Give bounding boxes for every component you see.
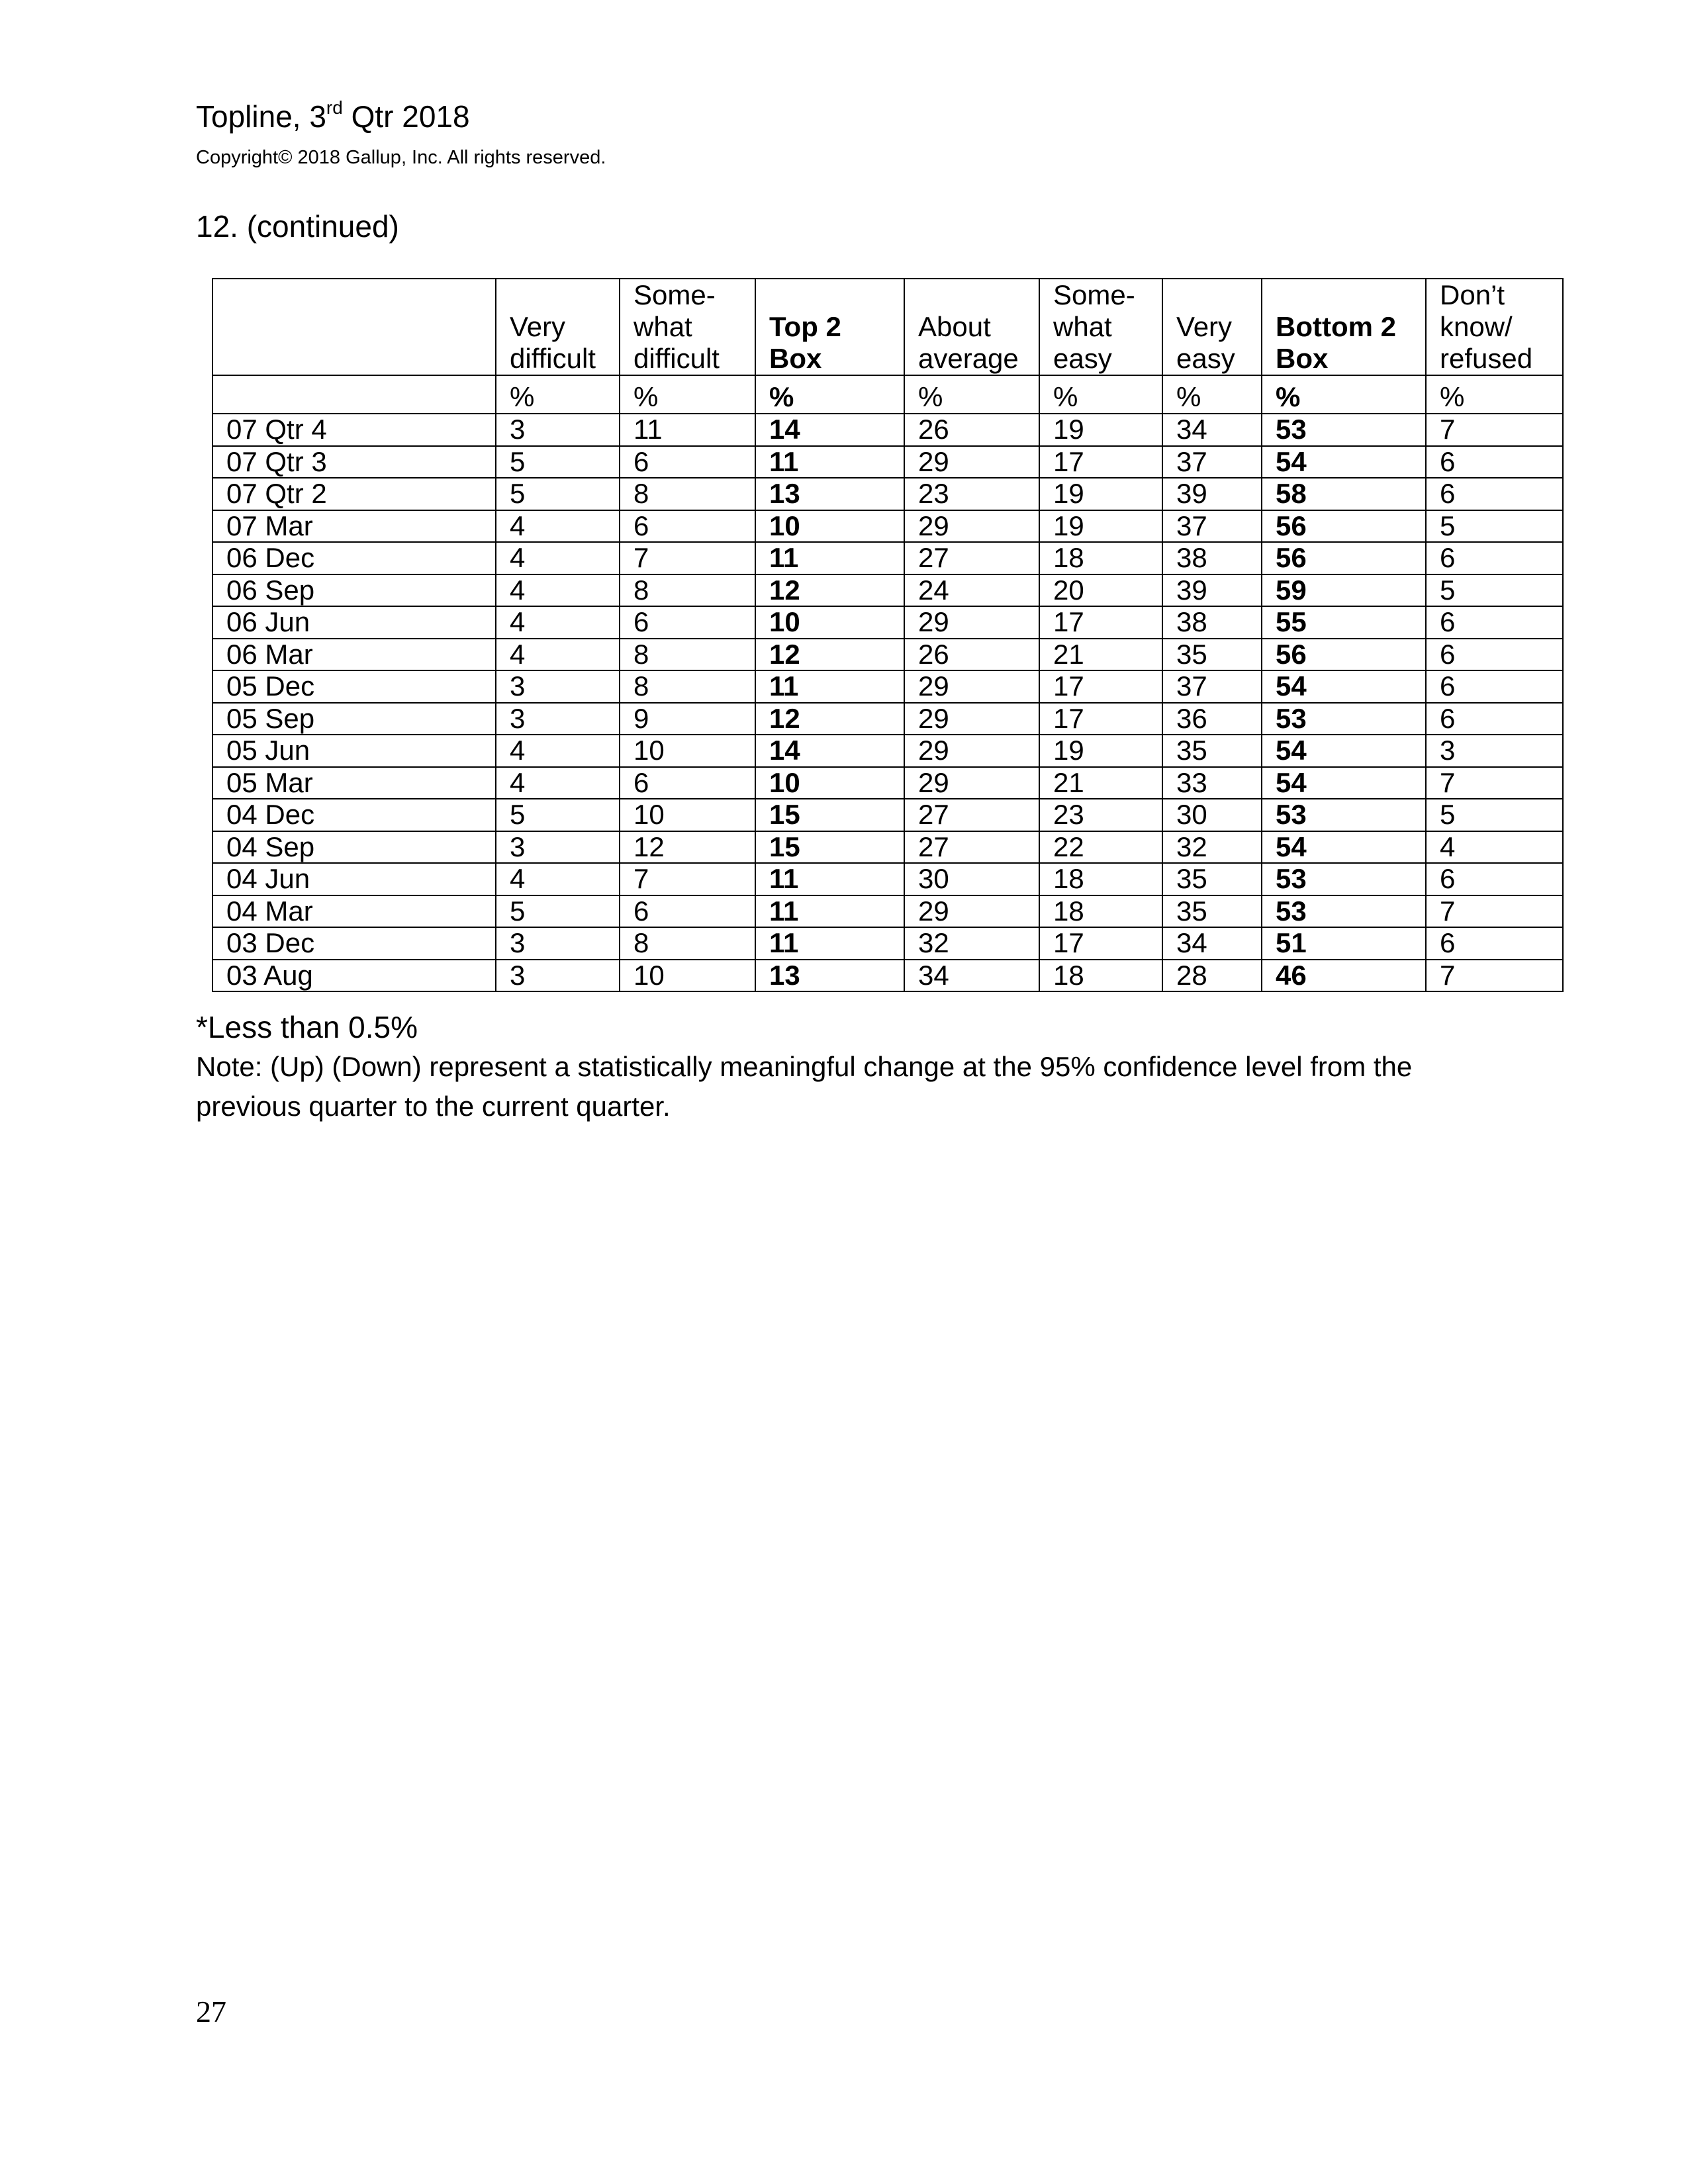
table-cell: 34	[1162, 414, 1262, 446]
table-cell: 17	[1039, 446, 1162, 478]
table-cell: 5	[496, 895, 620, 928]
table-cell: 8	[620, 927, 755, 960]
row-label: 06 Mar	[212, 639, 496, 671]
table-cell: 7	[620, 542, 755, 574]
table-cell: 11	[755, 927, 904, 960]
table-cell: 29	[904, 735, 1039, 767]
table-cell: 17	[1039, 670, 1162, 703]
row-label: 06 Dec	[212, 542, 496, 574]
table-units-row	[212, 375, 1563, 414]
table-row	[212, 703, 1563, 735]
table-header-row	[212, 279, 1563, 375]
row-label: 07 Qtr 2	[212, 478, 496, 510]
row-label: 04 Jun	[212, 863, 496, 895]
unit-cell: %	[1262, 375, 1426, 414]
table-cell: 4	[496, 542, 620, 574]
table-cell: 27	[904, 542, 1039, 574]
table-cell: 7	[620, 863, 755, 895]
table-cell: 6	[1426, 927, 1563, 960]
table-cell: 10	[620, 735, 755, 767]
table-cell: 17	[1039, 703, 1162, 735]
table-cell: 5	[1426, 799, 1563, 831]
table-row	[212, 960, 1563, 992]
table-cell: 4	[496, 767, 620, 799]
table-cell: 38	[1162, 606, 1262, 639]
table-row	[212, 799, 1563, 831]
unit-cell: %	[1039, 375, 1162, 414]
table-cell: 29	[904, 767, 1039, 799]
row-label: 04 Dec	[212, 799, 496, 831]
table-cell: 34	[904, 960, 1039, 992]
table-cell: 53	[1262, 863, 1426, 895]
table-cell: 6	[1426, 606, 1563, 639]
footnote: *Less than 0.5%	[196, 1010, 418, 1044]
table-row	[212, 478, 1563, 510]
table-cell: 35	[1162, 863, 1262, 895]
table-cell: 5	[496, 446, 620, 478]
table-cell: 7	[1426, 414, 1563, 446]
table-cell: 29	[904, 446, 1039, 478]
table-cell: 6	[1426, 863, 1563, 895]
table-cell: 4	[1426, 831, 1563, 864]
table-cell: 39	[1162, 574, 1262, 607]
table-row	[212, 735, 1563, 767]
table-cell: 55	[1262, 606, 1426, 639]
row-label: 05 Sep	[212, 703, 496, 735]
table-cell: 6	[1426, 478, 1563, 510]
table-row	[212, 414, 1563, 446]
title-tail: Qtr 2018	[342, 99, 470, 134]
table-cell: 54	[1262, 767, 1426, 799]
table-cell: 56	[1262, 639, 1426, 671]
table-cell: 18	[1039, 895, 1162, 928]
table-cell: 7	[1426, 895, 1563, 928]
table-cell: 5	[496, 478, 620, 510]
table-cell: 32	[1162, 831, 1262, 864]
table-cell: 6	[1426, 446, 1563, 478]
table-cell: 10	[755, 606, 904, 639]
table-cell: 13	[755, 478, 904, 510]
table-cell: 32	[904, 927, 1039, 960]
table-cell: 18	[1039, 960, 1162, 992]
table-cell: 18	[1039, 542, 1162, 574]
table-cell: 18	[1039, 863, 1162, 895]
table-cell: 30	[1162, 799, 1262, 831]
table-cell: 4	[496, 574, 620, 607]
table-cell: 4	[496, 639, 620, 671]
title-superscript: rd	[326, 97, 343, 118]
table-cell: 12	[755, 703, 904, 735]
table-body	[212, 279, 1563, 991]
table-row	[212, 670, 1563, 703]
table-cell: 6	[620, 510, 755, 543]
table-cell: 36	[1162, 703, 1262, 735]
column-header-label: Some- what easy	[1053, 279, 1135, 374]
table-cell: 6	[620, 767, 755, 799]
row-label: 05 Dec	[212, 670, 496, 703]
table-cell: 11	[755, 446, 904, 478]
table-cell: 20	[1039, 574, 1162, 607]
column-header-label: About average	[918, 311, 1019, 374]
row-label: 07 Qtr 3	[212, 446, 496, 478]
table-cell: 53	[1262, 895, 1426, 928]
table-row	[212, 606, 1563, 639]
table-cell: 15	[755, 799, 904, 831]
table-row	[212, 831, 1563, 864]
copyright-line: Copyright© 2018 Gallup, Inc. All rights reserved.	[196, 147, 606, 168]
table-cell: 27	[904, 831, 1039, 864]
table-cell: 10	[620, 799, 755, 831]
table-cell: 3	[496, 703, 620, 735]
table-cell: 12	[620, 831, 755, 864]
row-label: 05 Mar	[212, 767, 496, 799]
table-cell: 5	[1426, 510, 1563, 543]
table-cell: 23	[904, 478, 1039, 510]
unit-cell: %	[496, 375, 620, 414]
table-cell: 14	[755, 414, 904, 446]
table-cell: 29	[904, 606, 1039, 639]
table-row	[212, 510, 1563, 543]
table-cell: 53	[1262, 799, 1426, 831]
column-header-label: Top 2 Box	[769, 311, 841, 374]
unit-cell: %	[1162, 375, 1262, 414]
table-cell: 59	[1262, 574, 1426, 607]
column-header	[1262, 279, 1426, 375]
table-cell: 27	[904, 799, 1039, 831]
table-row	[212, 895, 1563, 928]
table-cell: 3	[496, 831, 620, 864]
table-cell: 17	[1039, 927, 1162, 960]
table-cell: 8	[620, 574, 755, 607]
row-label: 03 Dec	[212, 927, 496, 960]
unit-cell: %	[755, 375, 904, 414]
column-header-label: Don’t know/ refused	[1440, 279, 1533, 374]
table-cell: 11	[755, 542, 904, 574]
row-label: 06 Jun	[212, 606, 496, 639]
table-cell: 19	[1039, 414, 1162, 446]
table-cell: 3	[496, 670, 620, 703]
column-header-label: Very easy	[1176, 311, 1235, 374]
table-cell: 30	[904, 863, 1039, 895]
table-cell: 11	[755, 670, 904, 703]
table-cell: 53	[1262, 703, 1426, 735]
table-row	[212, 767, 1563, 799]
note-text: Note: (Up) (Down) represent a statistically meaningful change at the 95% confidence level from the previous quarter to the current quarter.	[196, 1051, 1413, 1122]
table-cell: 29	[904, 703, 1039, 735]
table-cell: 28	[1162, 960, 1262, 992]
table-cell: 4	[496, 735, 620, 767]
table-cell: 6	[620, 606, 755, 639]
table-cell: 24	[904, 574, 1039, 607]
column-header-label: Some- what difficult	[633, 279, 720, 374]
table-cell: 3	[496, 414, 620, 446]
table-cell: 6	[1426, 639, 1563, 671]
table-cell: 14	[755, 735, 904, 767]
table-cell: 54	[1262, 831, 1426, 864]
column-header	[496, 279, 620, 375]
table-cell: 46	[1262, 960, 1426, 992]
table-cell: 6	[620, 895, 755, 928]
table-cell: 12	[755, 574, 904, 607]
table-cell: 15	[755, 831, 904, 864]
row-label: 05 Jun	[212, 735, 496, 767]
table-row	[212, 446, 1563, 478]
table-cell: 3	[1426, 735, 1563, 767]
unit-cell: %	[904, 375, 1039, 414]
page-number: 27	[196, 1995, 226, 2028]
table-cell: 56	[1262, 510, 1426, 543]
unit-cell: %	[1426, 375, 1563, 414]
table-cell: 37	[1162, 670, 1262, 703]
table-cell: 10	[755, 767, 904, 799]
column-header	[212, 279, 496, 375]
column-header	[755, 279, 904, 375]
table-cell: 13	[755, 960, 904, 992]
table-row	[212, 639, 1563, 671]
table-cell: 19	[1039, 735, 1162, 767]
table-cell: 3	[496, 960, 620, 992]
table-cell: 29	[904, 510, 1039, 543]
table-cell: 5	[1426, 574, 1563, 607]
title-main: Topline, 3	[196, 99, 326, 134]
table-cell: 7	[1426, 960, 1563, 992]
table-row	[212, 542, 1563, 574]
table-cell: 53	[1262, 414, 1426, 446]
table-cell: 11	[755, 863, 904, 895]
table-cell: 26	[904, 414, 1039, 446]
column-header	[620, 279, 755, 375]
table-row	[212, 863, 1563, 895]
table-cell: 4	[496, 510, 620, 543]
column-header-label: Very difficult	[510, 311, 596, 374]
row-label: 04 Sep	[212, 831, 496, 864]
table-cell: 4	[496, 606, 620, 639]
table-cell: 3	[496, 927, 620, 960]
table-cell: 37	[1162, 510, 1262, 543]
table-cell: 6	[1426, 670, 1563, 703]
question-label: 12. (continued)	[196, 209, 399, 244]
table-cell: 21	[1039, 639, 1162, 671]
table-cell: 26	[904, 639, 1039, 671]
table-cell: 11	[755, 895, 904, 928]
table-cell: 7	[1426, 767, 1563, 799]
table-cell: 58	[1262, 478, 1426, 510]
table-cell: 34	[1162, 927, 1262, 960]
column-header	[1039, 279, 1162, 375]
table-cell: 22	[1039, 831, 1162, 864]
table-cell: 29	[904, 670, 1039, 703]
column-header-label: Bottom 2 Box	[1276, 311, 1396, 374]
column-header	[1162, 279, 1262, 375]
table-cell: 21	[1039, 767, 1162, 799]
table-cell: 23	[1039, 799, 1162, 831]
table-cell: 19	[1039, 510, 1162, 543]
table-cell: 54	[1262, 446, 1426, 478]
table-cell: 8	[620, 639, 755, 671]
table-cell: 29	[904, 895, 1039, 928]
table-cell: 37	[1162, 446, 1262, 478]
column-header	[904, 279, 1039, 375]
table-cell: 4	[496, 863, 620, 895]
table-cell: 35	[1162, 735, 1262, 767]
table-cell: 12	[755, 639, 904, 671]
table-cell: 8	[620, 478, 755, 510]
row-label: 03 Aug	[212, 960, 496, 992]
document-title	[196, 97, 470, 136]
unit-cell: %	[620, 375, 755, 414]
table-cell: 9	[620, 703, 755, 735]
table-cell: 33	[1162, 767, 1262, 799]
row-label: 06 Sep	[212, 574, 496, 607]
column-header	[1426, 279, 1563, 375]
table-cell: 6	[1426, 542, 1563, 574]
table-cell: 6	[620, 446, 755, 478]
table-cell: 35	[1162, 639, 1262, 671]
table-cell: 51	[1262, 927, 1426, 960]
table-cell: 6	[1426, 703, 1563, 735]
row-label: 04 Mar	[212, 895, 496, 928]
table-cell: 39	[1162, 478, 1262, 510]
table-cell: 38	[1162, 542, 1262, 574]
table-cell: 54	[1262, 670, 1426, 703]
table-row	[212, 574, 1563, 607]
table-cell: 10	[620, 960, 755, 992]
table-row	[212, 927, 1563, 960]
table-cell: 35	[1162, 895, 1262, 928]
results-table	[212, 278, 1564, 992]
table-cell: 10	[755, 510, 904, 543]
table-cell: 19	[1039, 478, 1162, 510]
table-cell: 56	[1262, 542, 1426, 574]
table-cell: 54	[1262, 735, 1426, 767]
unit-cell	[212, 375, 496, 414]
row-label: 07 Mar	[212, 510, 496, 543]
table-cell: 17	[1039, 606, 1162, 639]
table-cell: 8	[620, 670, 755, 703]
table-cell: 5	[496, 799, 620, 831]
row-label: 07 Qtr 4	[212, 414, 496, 446]
table-cell: 11	[620, 414, 755, 446]
